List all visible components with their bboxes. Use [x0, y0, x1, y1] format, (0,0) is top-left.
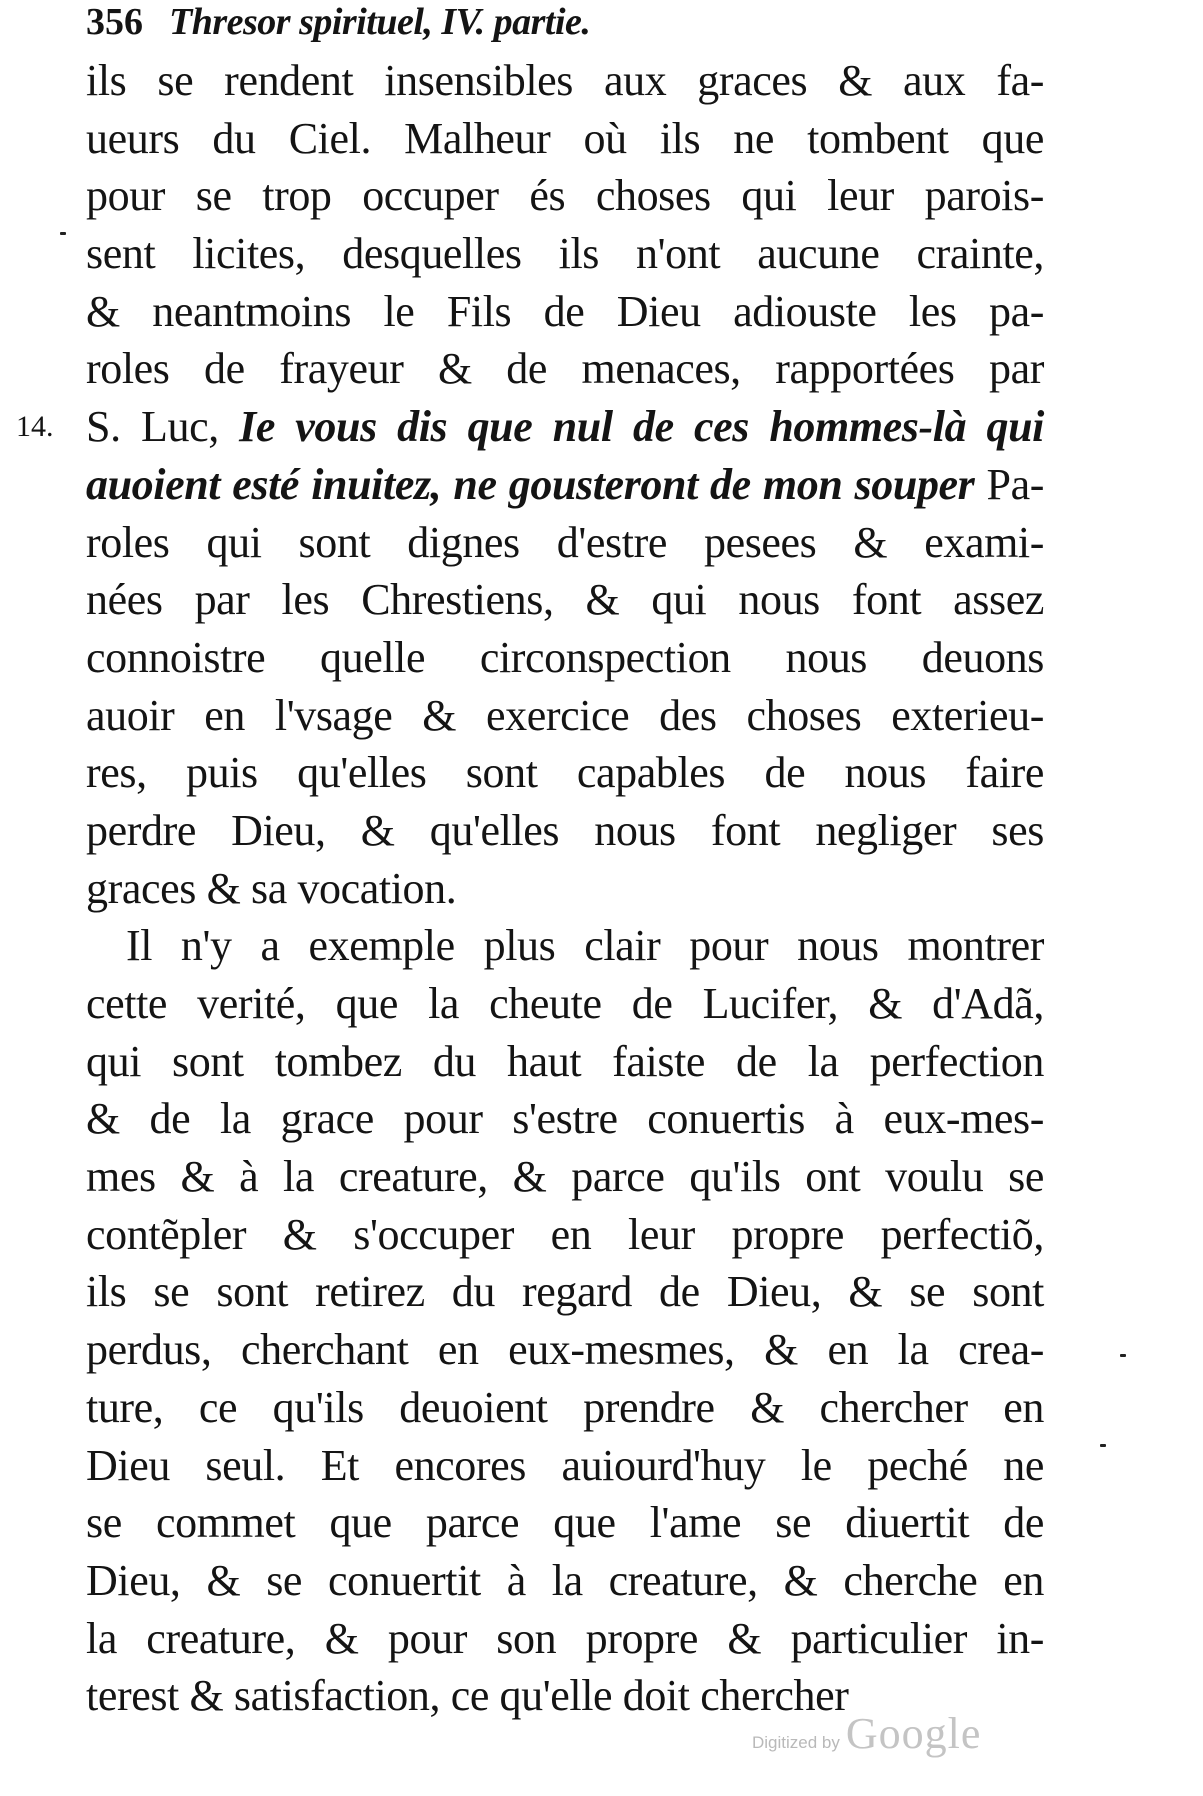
text-line: & de la grace pour s'estre conuertis à eux-mes-: [86, 1094, 1044, 1144]
text-line: la creature, & pour son propre & particulier in-: [86, 1613, 1044, 1663]
text-line: mes & à la creature, & parce qu'ils ont voulu se: [86, 1152, 1044, 1202]
text-line: cette verité, que la cheute de Lucifer, & d'Adã,: [86, 979, 1044, 1028]
google-logo: Google: [845, 1709, 982, 1758]
ink-speck: [60, 232, 66, 235]
italic-quote: auoient esté inuitez, ne gousteront de mon souper: [86, 459, 975, 509]
text-line: roles de frayeur & de menaces, rapportées par: [86, 344, 1044, 394]
text-line: pour se trop occuper és choses qui leur parois-: [86, 171, 1044, 221]
text-line: res, puis qu'elles sont capables de nous faire: [86, 748, 1044, 798]
text-line: ture, ce qu'ils deuoient prendre & chercher en: [86, 1382, 1044, 1432]
text-line: Dieu, & se conuertit à la creature, & cherche en: [86, 1555, 1044, 1605]
text-line: ils se sont retirez du regard de Dieu, & se sont: [86, 1267, 1044, 1317]
ink-speck: [1100, 1444, 1106, 1447]
text-line: nées par les Chrestiens, & qui nous font assez: [86, 575, 1044, 625]
text-line: auoir en l'vsage & exercice des choses exterieu-: [86, 690, 1044, 740]
ink-speck: [1120, 1354, 1126, 1357]
page-number: 356: [86, 1, 143, 43]
running-title: Thresor spirituel, IV. partie.: [169, 1, 591, 43]
text-line: [86, 398, 1044, 456]
text-run: S. Luc,: [86, 402, 240, 452]
text-line: qui sont tombez du haut faiste de la perfection: [86, 1036, 1044, 1086]
text-run: Pa-: [974, 459, 1044, 509]
text-line: contẽpler & s'occuper en leur propre perfectiõ,: [86, 1209, 1044, 1259]
watermark-prefix: Digitized by: [752, 1733, 840, 1752]
text-line: Il n'y a exemple plus clair pour nous montrer: [126, 921, 1044, 971]
text-line: ueurs du Ciel. Malheur où ils ne tombent que: [86, 113, 1044, 163]
text-line: se commet que parce que l'ame se diuertit de: [86, 1498, 1044, 1548]
text-line: perdus, cherchant en eux-mesmes, & en la crea-: [86, 1325, 1044, 1375]
digitized-watermark: [752, 1708, 981, 1759]
text-line: roles qui sont dignes d'estre pesees & exami-: [86, 517, 1044, 567]
text-line: connoistre quelle circonspection nous deuons: [86, 632, 1044, 682]
text-line: [86, 456, 1044, 514]
text-line: sent licites, desquelles ils n'ont aucune crainte,: [86, 229, 1044, 279]
text-line: Dieu seul. Et encores auiourd'huy le peché ne: [86, 1440, 1044, 1490]
italic-quote: Ie vous dis que nul de ces hommes-là qui: [239, 402, 1044, 452]
body-text: [86, 52, 1044, 1725]
text-line: ils se rendent insensibles aux graces & aux fa-: [86, 56, 1044, 105]
text-line: & neantmoins le Fils de Dieu adiouste les pa-: [86, 286, 1044, 336]
text-line: graces & sa vocation.: [86, 863, 457, 913]
text-line: terest & satisfaction, ce qu'elle doit chercher: [86, 1671, 849, 1721]
margin-note: 14.: [16, 410, 54, 443]
page-header: [86, 0, 590, 44]
text-line: perdre Dieu, & qu'elles nous font negliger ses: [86, 805, 1044, 855]
